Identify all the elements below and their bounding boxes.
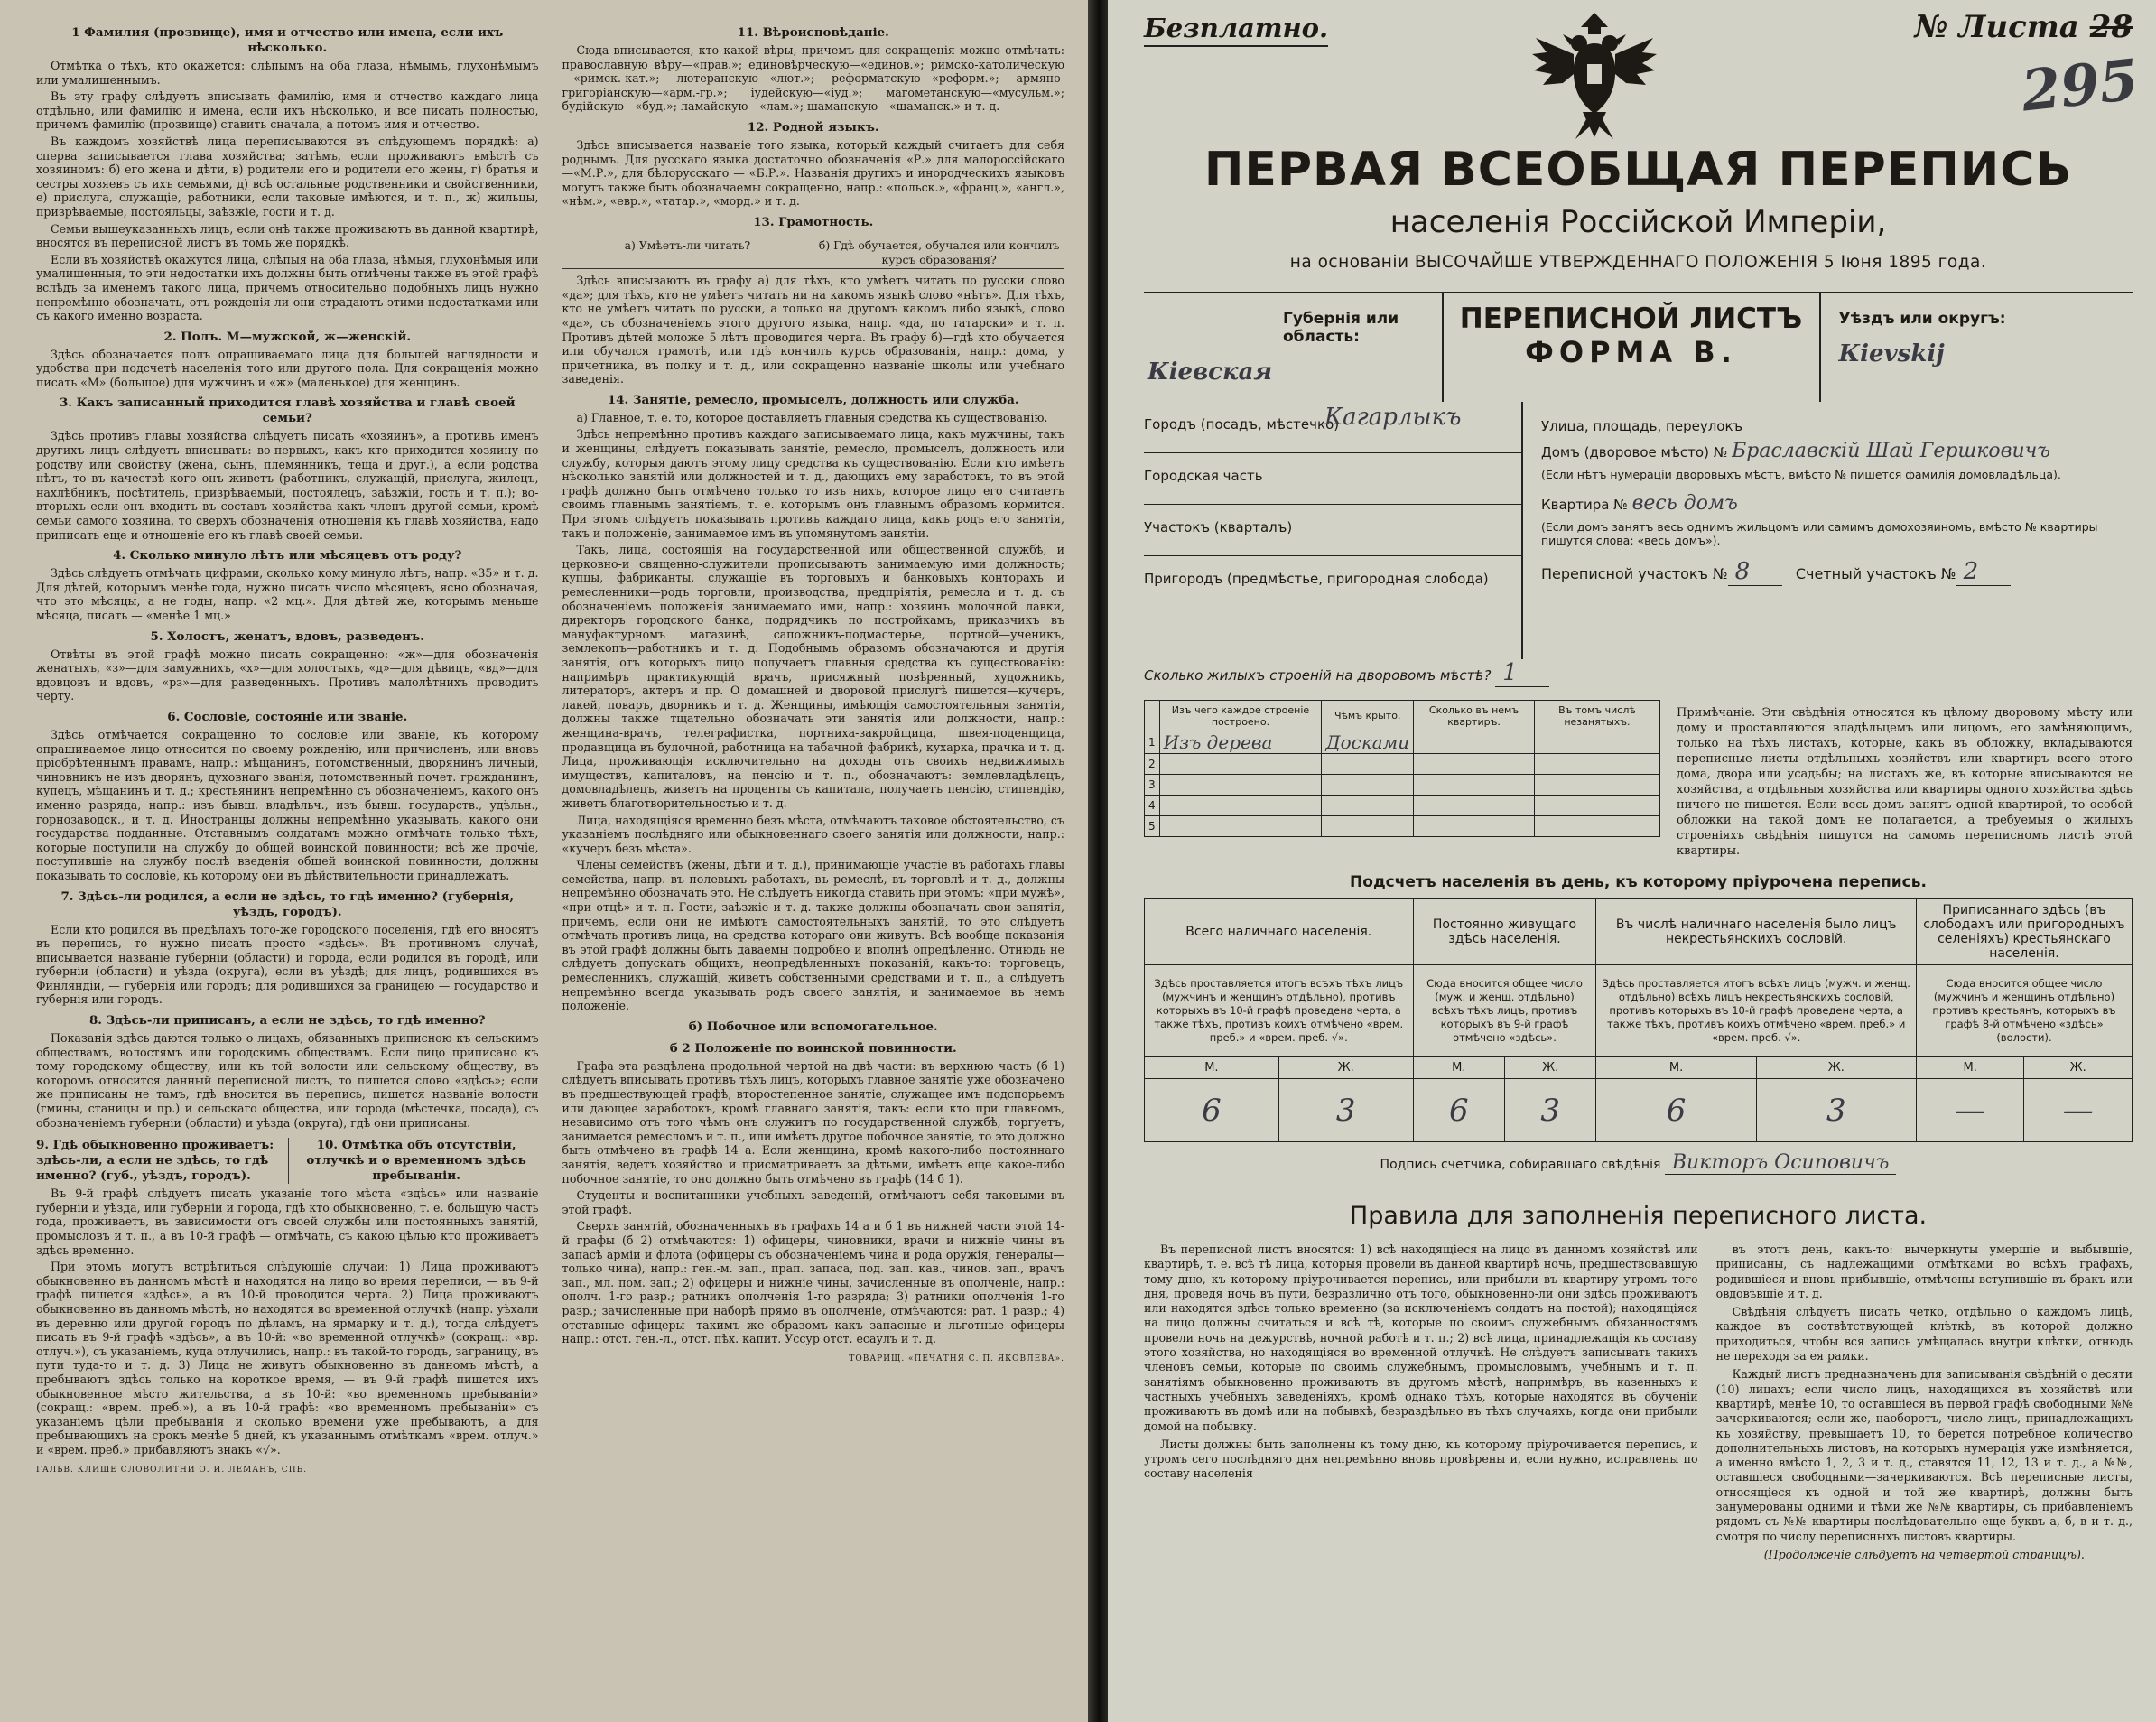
prigorod-field: Пригородъ (предмѣстье, пригородная слобода) [1144, 571, 1489, 587]
buildings-cell: Досками [1322, 731, 1414, 754]
uchastki-field: Переписной участокъ № 8 Счетный участокъ № 2 [1541, 558, 2133, 586]
instruction-section [562, 1019, 1065, 1035]
rules-paragraph: Каждый листъ предназначенъ для записыванія свѣдѣній о десяти (10) лицахъ; если число лицъ, находящихся въ хозяйствѣ или квартирѣ, менѣе 10, то оставшіеся въ первой графѣ свободными №№ зачеркиваются; если же, наоборотъ, число лицъ, принадлежащихъ къ хозяйству, превышаетъ 10, то берется потребное количество дополнительныхъ листовъ, на которыхъ нумерація уже измѣняется, а именно вмѣсто 1, 2, 3 и т. д., ставятся 11, 12, 13 и т. д., а №№, оставшіеся свободными—зачеркиваются. Всѣ переписные листы, относящіеся къ одной и той же квартирѣ, должны быть занумерованы одними и тѣми же №№ квартиры, съ прибавленіемъ рядомъ съ №№ квартиры послѣдовательно еще буквъ а, б, в и т. д., смотря по числу переписныхъ листовъ квартиры. [1715, 1367, 2133, 1543]
address-block [1144, 402, 2133, 659]
buildings-table-header [1145, 701, 1660, 731]
buildings-cell [1414, 775, 1535, 796]
instructions-column-1 [36, 23, 539, 1658]
section-paragraph: Здѣсь вписываютъ въ графу а) для тѣхъ, кто умѣетъ читать по русски слово «да»; для тѣхъ, кто не умѣетъ читать ни на какомъ языкѣ слово «нѣтъ». Для тѣхъ, кто не умѣетъ читать по русски, а только на другомъ какомъ либо языкѣ, слово «да», съ обозначеніемъ этого другого языка, напр. «да, по татарски» и т. п. Противъ дѣтей моложе 5 лѣтъ проводится черта. Въ графу б)—гдѣ кто обучается или обучался грамотѣ, или гдѣ кончилъ курсъ образованія, напр.: дома, у причетника, въ полку и т. д., или сокращенно названіе школы или учебнаго заведенія. [562, 274, 1064, 386]
instruction-section [36, 1013, 539, 1130]
buildings-col-header: Сколько въ немъ квартиръ. [1414, 701, 1535, 731]
buildings-cell [1534, 775, 1659, 796]
buildings-cell: 5 [1145, 816, 1160, 837]
buildings-cell [1322, 775, 1414, 796]
section-paragraph: Члены семействъ (жены, дѣти и т. д.), принимающіе участіе въ работахъ главы семейства, напр. въ полевыхъ работахъ, въ ремеслѣ, въ торговлѣ и т. д., должны непремѣнно обозначать это. Не слѣдуетъ никогда ставить при этомъ: «при мужѣ», «при отцѣ» и т. п. Гости, заѣзжіе и т. д. также должны обозначать свои занятія, причемъ, если они не имѣютъ самостоятельныхъ занятій, то это слѣдуетъ отмѣчать противъ лица, на средства котораго они живутъ. Всѣ вообще показанія въ этой графѣ должны быть даваемы подробно и вполнѣ опредѣленно. Отнюдь не слѣдуетъ допускать общихъ, неопредѣленныхъ показаній, какъ-то: торговецъ, ремесленникъ, служащій, живетъ собственными средствами и т. п., а слѣдуетъ непремѣнно всегда указывать родъ своего занятія, и занимаемое въ немъ положеніе. [562, 858, 1064, 1013]
buildings-cell [1414, 816, 1535, 837]
population-count-table [1144, 898, 2133, 1142]
section-title: 8. Здѣсь-ли приписанъ, а если не здѣсь, то гдѣ именно? [88, 1013, 486, 1029]
buildings-cell: 3 [1145, 775, 1160, 796]
street-fields [1523, 402, 2133, 659]
instruction-section [562, 215, 1065, 230]
questions-9-10 [36, 1136, 539, 1187]
count-col-header: Въ числѣ наличнаго населенія было лицъ некрестьянскихъ сословій. [1596, 899, 1917, 965]
uezd-field [1821, 293, 2133, 402]
sheet-number-label: № Листа [1914, 9, 2079, 45]
rules-body [1144, 1243, 2133, 1562]
question-10-title: 10. Отмѣтка объ отсутствіи, отлучкѣ и о временномъ здѣсь пребываніи. [288, 1138, 539, 1184]
sheet-number-struck: 28 [2089, 9, 2133, 45]
sex-label: М. [1413, 1057, 1504, 1079]
rules-paragraph: въ этотъ день, какъ-то: вычеркнуты умершіе и выбывшіе, приписаны, съ надлежащими отмѣтками во всѣхъ графахъ, родившіеся и вновь прибывшіе, отмѣчены вступившіе въ бракъ или овдовѣвшіе и т. д. [1715, 1243, 2133, 1300]
section-paragraph: Графа эта раздѣлена продольной чертой на двѣ части: въ верхнюю часть (б 1) слѣдуетъ вписывать противъ тѣхъ лицъ, которыхъ главное занятіе уже обозначено въ предшествующей графѣ, второстепенное занятіе, служащее имъ подспорьемъ или дающее заработокъ, кромѣ главнаго занятія, такъ: если кто при главномъ, независимо отъ того чѣмъ онъ служитъ по государственной службѣ, торгуетъ, занимается ремесломъ и т. п., или имѣетъ другое побочное занятіе, то это должно быть отмѣчено въ графѣ 14 а. Если женщина, кромѣ какого-либо постояннаго занятія, ведетъ хозяйство и присматриваетъ за дѣтьми, имѣетъ еще какое-либо побочное занятіе, то оно должно быть отмѣчено въ графѣ (14 б 1). [562, 1058, 1064, 1186]
count-table-values [1145, 1079, 2133, 1142]
section-title: 5. Холостъ, женатъ, вдовъ, разведенъ. [150, 628, 424, 644]
book-gutter [1088, 0, 1108, 1722]
buildings-cell: 2 [1145, 754, 1160, 775]
location-fields [1144, 402, 1523, 659]
section-paragraph: Въ эту графу слѣдуетъ вписывать фамилію, имя и отчество каждаго лица отдѣльно, или фамилію и имена, если ихъ нѣсколько, и все писать полностью, причемъ фамилію (прозвище) ставить сначала, а потомъ имя и отчество. [36, 89, 539, 132]
kvartira-note: (Если домъ занятъ весь однимъ жильцомъ или самимъ домохозяиномъ, вмѣсто № квартиры пишутся слова: «весь домъ»). [1541, 520, 2098, 547]
count-col-description: Здѣсь проставляется итогъ всѣхъ лицъ (мужч. и женщ. отдѣльно) всѣхъ лицъ некрестьянскихъ сословій, противъ которыхъ въ 10-й графѣ проведена черта, а также тѣхъ, противъ коихъ отмѣчено «врем. преб.» и «врем. преб. √». [1596, 965, 1917, 1057]
section-title: 2. Полъ. М—мужской, ж—женскій. [163, 329, 411, 344]
buildings-cell [1159, 796, 1322, 816]
guberniya-label: Губернія или область: [1283, 310, 1399, 346]
count-value: 3 [1756, 1079, 1916, 1142]
buildings-table [1144, 700, 1660, 837]
count-table-header [1145, 899, 2133, 965]
gorodskaya-chast-field: Городская часть [1144, 453, 1521, 505]
buildings-note: Примѣчаніе. Эти свѣдѣнія относятся къ цѣлому дворовому мѣсту или дому и проставляются владѣльцемъ или лицомъ, его замѣняющимъ, только на тѣхъ листахъ, которые, какъ въ обложку, вкладываются переписные листы отдѣльныхъ хозяйствъ или квартиръ всего этого дома, двора или усадьбы; на листахъ же, въ которые вписываются не хозяйства, а отдѣльныя хозяйства или квартиры одного хозяйства здѣсь ничего не пишется. Если весь домъ занятъ одной квартирой, то особой обложки на такой домъ не полагается, а требуемыя о жилыхъ строеніяхъ свѣдѣнія пишутся на самомъ переписномъ листѣ этой квартиры. [1677, 706, 2133, 858]
buildings-question: Сколько жилыхъ строеній на дворовомъ мѣстѣ? 1 [1144, 659, 2133, 687]
sheet-number [1914, 9, 2142, 125]
count-value: — [1916, 1079, 2023, 1142]
buildings-cell [1534, 731, 1659, 754]
buildings-cell [1322, 816, 1414, 837]
buildings-cell [1534, 796, 1659, 816]
buildings-cell [1159, 754, 1322, 775]
instruction-section [562, 1041, 1065, 1346]
section-title: 4. Сколько минуло лѣтъ или мѣсяцевъ отъ роду? [113, 548, 462, 563]
section-paragraph: Отмѣтка о тѣхъ, кто окажется: слѣпымъ на оба глаза, нѣмымъ, глухонѣмымъ или умалишеннымъ. [36, 59, 539, 87]
uchastok-field: Участокъ (кварталъ) [1144, 505, 1521, 556]
buildings-cell: 1 [1145, 731, 1160, 754]
question-9-title: 9. Гдѣ обыкновенно проживаетъ: здѣсь-ли, а если не здѣсь, то гдѣ именно? (губ., уѣздъ, городъ). [36, 1138, 274, 1184]
uezd-value: Кievskij [1838, 340, 1945, 368]
sex-label: М. [1596, 1057, 1756, 1079]
section-paragraph: Въ каждомъ хозяйствѣ лица переписываются въ слѣдующемъ порядкѣ: а) сперва записывается глава хозяйства; затѣмъ, если проживаютъ вмѣстѣ съ хозяиномъ: б) его жена и дѣти, в) родители его и родители его жены, г) братья и сестры хозяевъ съ ихъ семьями, д) всѣ остальные родственники и свойственники, е) прислуга, служащіе, работники, если таковые имѣются, и т. п., ж) жильцы, призрѣваемые, постояльцы, заѣзжіе, гости и т. д. [36, 134, 539, 219]
form-title: ПЕРЕПИСНОЙ ЛИСТЪ [1459, 303, 1803, 335]
instruction-columns [36, 23, 1064, 1658]
rules-paragraph: Свѣдѣнія слѣдуетъ писать четко, отдѣльно о каждомъ лицѣ, каждое въ соотвѣтствующей клѣткѣ, въ которой должно приходиться, чтобы вся запись умѣщалась внутри клѣтки, отнюдь не переходя за ея рамки. [1715, 1305, 2133, 1364]
section-paragraph: Здѣсь непремѣнно противъ каждаго записываемаго лица, какъ мужчины, такъ и женщины, слѣдуетъ показывать занятіе, ремесло, промыселъ, должность или службу, которыя даютъ этому лицу средства къ существованію. Если кто имѣетъ нѣсколько занятій или должностей и т. д., дающихъ ему заработокъ, то въ этой графѣ должно быть отмѣчено только то изъ нихъ, которое лицо его считаетъ своимъ главнымъ занятіемъ, т. е. которымъ онъ главнымъ образомъ кормится. При этомъ слѣдуетъ показывать противъ каждаго лица, какъ родъ его занятія, такъ и положеніе, занимаемое имъ въ упомянутомъ занятіи. [562, 427, 1064, 540]
header-top [1144, 7, 2142, 143]
dom-field: Домъ (дворовое мѣсто) № Браславскій Шай Гершковичъ [1541, 440, 2050, 462]
document-subtitle: населенія Россійской Имперіи, [1389, 204, 1887, 240]
instruction-section [36, 548, 539, 622]
printer-imprint-2: ТОВАРИЩ. «ПЕЧАТНЯ С. П. ЯКОВЛЕВА». [849, 1354, 1064, 1364]
section-paragraph: Отвѣты въ этой графѣ можно писать сокращенно: «ж»—для обозначенія женатыхъ, «з»—для замужнихъ, «х»—для холостыхъ, «д»—для дѣвицъ, «вд»—для вдовцовъ и вдовъ, «рз»—для разведенныхъ. Противъ малолѣтнихъ проводить черту. [36, 647, 539, 703]
instruction-section [36, 629, 539, 703]
section-paragraph: Если кто родился въ предѣлахъ того-же городского поселенія, гдѣ его вносятъ въ перепись, то нужно писать просто «здѣсь». Въ противномъ случаѣ, вписывается названіе губерніи (области) и города, если родился въ городѣ, или губерніи (области) и уѣзда (округа), если въ уѣздѣ; для лицъ, родившихся въ Финляндіи, — губернія или городъ; для родившихся за границею — государство и губернія или городъ. [36, 922, 539, 1007]
section-title: 1 Фамилия (прозвище), имя и отчество или имена, если ихъ нѣсколько. [71, 25, 504, 55]
street-label: Улица, площадь, переулокъ [1541, 418, 1743, 434]
instruction-section [562, 25, 1065, 114]
buildings-table-wrap [1144, 693, 1660, 859]
form-header [1144, 292, 2133, 402]
section-paragraph: Такъ, лица, состоящія на государственной или общественной службѣ, и церковно-и священно-служители прописываютъ занимаемую ими должность; купцы, фабриканты, служащіе въ торговыхъ и банковыхъ конторахъ и ремесленники—родъ торговли, производства, предпріятія, ремесла и т. д. съ обозначеніемъ положенія занимаемаго ими, напр.: хозяинъ молочной лавки, директоръ городского банка, подрядчикъ по постройкамъ, приказчикъ въ мануфактурномъ магазинѣ, сапожникъ-подмастерье, портной—ученикъ, землекопъ—работникъ и т. д. Подобнымъ образомъ обозначаются и другія занятія, отъ которыхъ лицо получаетъ главныя средства къ существованію: напримѣръ практикующій врачъ, присяжный повѣренный, художникъ, литераторъ, актеръ и пр. О домашней и дворовой прислугѣ пишется—кучеръ, лакей, поваръ, дворникъ и т. д. Женщины, имѣющія самостоятельныя занятія, должны также тщательно обозначать эти занятія или должности, напр.: женщина-врачъ, телеграфистка, портниха-закройщица, швея-поденщица, продавщица въ булочной, работница на табачной фабрикѣ, кухарка, прачка и т. д. Лица, проживающія исключительно на доходы отъ своихъ недвижимыхъ имуществъ, капиталовъ, на пенсію и т. п., обозначаютъ: землевладѣлецъ, домовладѣлецъ, живетъ на проценты съ капитала, получаетъ пенсію, стипендію, живетъ благотворительностью и т. д. [562, 543, 1064, 810]
instruction-section [562, 393, 1065, 1013]
section-paragraph: Если въ хозяйствѣ окажутся лица, слѣпыя на оба глаза, нѣмыя, глухонѣмыя или умалишенныя, то эти недостатки ихъ должны быть отмѣчены также въ этой графѣ вслѣдъ за именемъ такого лица, причемъ относительно подобныхъ лицъ нужно непремѣнно обозначать, отъ рожденія-ли они страдаютъ этими недостатками или съ какого именно возраста. [36, 252, 539, 323]
instruction-section [562, 120, 1065, 209]
dom-value: Браславскій Шай Гершковичъ [1732, 440, 2050, 462]
count-value: 3 [1504, 1079, 1595, 1142]
count-value: 3 [1278, 1079, 1413, 1142]
sex-label: Ж. [1278, 1057, 1413, 1079]
buildings-col-header: Чѣмъ крыто. [1322, 701, 1414, 731]
instruction-section [36, 25, 539, 323]
buildings-section [1144, 693, 2133, 859]
schetny-uchastok-value: 2 [1956, 558, 2011, 586]
buildings-col-header: Изъ чего каждое строеніе построено. [1159, 701, 1322, 731]
buildings-cell [1159, 816, 1322, 837]
count-table-descriptions [1145, 965, 2133, 1057]
section-title: 14. Занятіе, ремесло, промыселъ, должность или служба. [607, 392, 1019, 407]
count-value: 6 [1145, 1079, 1279, 1142]
rules-paragraph: Въ переписной листъ вносятся: 1) всѣ находящіеся на лицо въ данномъ хозяйствѣ или квартирѣ, т. е. всѣ тѣ лица, которыя провели въ данной квартирѣ ночь, предшествовавшую тому дню, къ которому пріурочивается перепись, или прибыли въ квартиру утромъ того дня, проведя ночь въ пути, безразлично отъ того, обыкновенно-ли они здѣсь проживаютъ или находятся здѣсь только временно (за исключеніемъ солдатъ на постой); находящіяся на лицо должны считаться и всѣ тѣ, которые по своимъ служебнымъ обязанностямъ провели ночь на дежурствѣ, ночной работѣ и т. п.; 2) всѣ лица, принадлежащія къ составу этого хозяйства, но находящіяся во временной отлучкѣ. Не слѣдуетъ записывать такихъ членовъ семьи, которые по своимъ служебнымъ, промысловымъ, учебнымъ и т. п. занятіямъ обыкновенно проживаютъ въ другомъ мѣстѣ, напримѣръ, въ казенныхъ и частныхъ учебныхъ заведеніяхъ, кромѣ однако тѣхъ, которые находятся въ обученіи проживаютъ въ домѣ или на побывкѣ, безраздѣльно въ тѣхъ случаяхъ, когда они прибыли домой на побывку. [1144, 1243, 1698, 1433]
buildings-cell [1322, 754, 1414, 775]
legal-basis: на основаніи ВЫСОЧАЙШЕ УТВЕРЖДЕННАГО ПОЛОЖЕНІЯ 5 Іюня 1895 года. [1289, 253, 1987, 272]
section-title: 3. Какъ записанный приходится главѣ хозяйства и главѣ своей семьи? [59, 396, 516, 426]
literacy-question-a: а) Умѣетъ-ли читать? [624, 237, 751, 252]
literacy-question-b: б) Гдѣ обучается, обучался или кончилъ курсъ образованія? [813, 237, 1064, 268]
section-paragraph: Здѣсь вписывается названіе того языка, который каждый считаетъ для себя роднымъ. Для русскаго языка достаточно обозначенія «Р.» для малороссійскаго—«М.Р.», для бѣлорусскаго — «Б.Р.». Названія другихъ и инородческихъ языковъ могутъ также быть обозначаемы сокращенно, напр.: «польск.», «франц.», «англ.», «нѣм.», «евр.», «татар.», «морд.» и т. д. [562, 137, 1064, 209]
population-count-title: Подсчетъ населенія въ день, къ которому пріурочена перепись. [1350, 873, 1927, 891]
section-paragraph: Здѣсь обозначается полъ опрашиваемаго лица для большей наглядности и удобства при подсчетѣ населенія того или другого пола. Для сокращенія можно писать «М» (большое) для мужчинъ и «ж» (маленькое) для женщинъ. [36, 347, 539, 389]
sex-label: Ж. [1504, 1057, 1595, 1079]
guberniya-value: Кіевская [1148, 358, 1273, 386]
sex-label: Ж. [2024, 1057, 2133, 1079]
rules-column-1 [1144, 1243, 1698, 1562]
buildings-row [1145, 775, 1660, 796]
kvartira-value: весь домъ [1631, 492, 1738, 515]
document-title: ПЕРВАЯ ВСЕОБЩАЯ ПЕРЕПИСЬ [1203, 143, 2073, 197]
count-col-description: Здѣсь проставляется итогъ всѣхъ тѣхъ лицъ (мужчинъ и женщинъ отдѣльно), противъ которыхъ въ 10-й графѣ проведена черта, а также тѣхъ, противъ коихъ отмѣчено «врем. преб.» и «врем. преб. √». [1145, 965, 1414, 1057]
buildings-cell [1534, 816, 1659, 837]
buildings-row [1145, 731, 1660, 754]
section-paragraph: Семьи вышеуказанныхъ лицъ, если онѣ также проживаютъ въ данной квартирѣ, вносятся въ переписной листъ въ томъ же порядкѣ. [36, 221, 539, 250]
section-title: 7. Здѣсь-ли родился, а если не здѣсь, то гдѣ именно? (губернія, уѣздъ, городъ). [60, 889, 514, 919]
section-paragraph: Здѣсь отмѣчается сокращенно то сословіе или званіе, къ которому опрашиваемое лицо относится по своему рожденію, или причисленъ, или вновь пріобрѣтеннымъ правамъ, напр.: мѣщанинъ, потомственный, дворянинъ личный, чиновникъ не изъ дворянъ, духовнаго званія, потомственный почет. гражданинъ, купецъ, мѣщанинъ и т. д.; крестьянинъ непремѣнно съ обозначеніемъ, какого онъ именно разряда, напр.: изъ бывш. владѣльч., изъ бывш. государств., удѣльн., горнозаводск., и т. д. Иностранцы должны непремѣнно указывать, какого они государства подданные. Отставнымъ солдатамъ можно отмѣчать только тѣхъ, которые поступили на службу до общей воинской повинности; всѣ же прочіе, поступившіе на службу послѣ введенія общей воинской повинности, должны показывать то сословіе, къ которому они въ дѣйствительности принадлежатъ. [36, 727, 539, 882]
rules-column-2 [1716, 1243, 2133, 1562]
count-col-header: Постоянно живущаго здѣсь населенія. [1413, 899, 1596, 965]
printer-imprint: ГАЛЬВ. КЛИШЕ СЛОВОЛИТНИ О. И. ЛЕМАНЪ, СПБ. [36, 1465, 308, 1475]
buildings-cell: 4 [1145, 796, 1160, 816]
perepisnoy-uchastok-value: 8 [1728, 558, 1782, 586]
uezd-label: Уѣздъ или округъ: [1838, 310, 2006, 328]
section-paragraph: Здѣсь противъ главы хозяйства слѣдуетъ писать «хозяинъ», а противъ именъ другихъ лицъ слѣдуетъ вписывать: во-первыхъ, какъ кто приходится хозяину по родству или свойству (жена, сынъ, племянникъ, теща и друг.), а если родства нѣтъ, то въ качествѣ кого онъ живетъ (работникъ, служащій, прислуга, жилецъ, нахлѣбникъ, посѣтитель, призрѣваемый, постоялецъ, заѣзжій, гость и т. п.); во-вторыхъ если онъ входитъ въ составъ хозяйства какъ членъ другой семьи, кромѣ семьи самого хозяина, то сверхъ обозначенія отношенія къ главѣ хозяйства, надо приписать еще и отношеніе его къ главѣ своей семьи. [36, 429, 539, 542]
buildings-col-header: Въ томъ числѣ незанятыхъ. [1534, 701, 1659, 731]
section-title: 13. Грамотность. [753, 214, 874, 229]
buildings-cell [1322, 796, 1414, 816]
literacy-text [562, 274, 1065, 386]
buildings-cell [1414, 796, 1535, 816]
count-col-header: Всего наличнаго населенія. [1145, 899, 1414, 965]
right-page [1108, 0, 2156, 1722]
count-table-sex-row [1145, 1057, 2133, 1079]
section-paragraph: а) Главное, т. е. то, которое доставляетъ главныя средства къ существованію. [576, 410, 1048, 424]
rules-paragraph: Листы должны быть заполнены къ тому дню, къ которому пріурочивается перепись, и утромъ сего послѣдняго дня непремѣнно вновь провѣрены и, если нужно, исправлены по составу населенія [1144, 1437, 1698, 1481]
section-paragraph: Показанія здѣсь даются только о лицахъ, обязанныхъ приписною къ сельскимъ обществамъ, волостямъ или городскимъ обществамъ. Если лицо приписано къ тому городскому обществу, или къ той волости или сельскому обществу, въ которомъ относится данный переписной листъ, то пишется слово «здѣсь»; если же приписаны не тамъ, гдѣ вносится въ перепись, пишется названіе волости (гмины, станицы и пр.) и сельскаго общества, или города (мѣстечка, посада), съ обозначеніемъ губерніи (области) и уѣзда (округа), гдѣ они приписаны. [36, 1031, 539, 1130]
buildings-cell [1414, 754, 1535, 775]
buildings-row [1145, 754, 1660, 775]
rules-continued: (Продолженіе слѣдуетъ на четвертой страницѣ). [1763, 1547, 2085, 1561]
instruction-section [36, 330, 539, 390]
instruction-section [36, 710, 539, 883]
buildings-cell: Изъ дерева [1159, 731, 1322, 754]
sex-label: М. [1145, 1057, 1279, 1079]
section-title: 12. Родной языкъ. [747, 119, 879, 135]
count-col-description: Сюда вносится общее число (мужчинъ и женщинъ отдѣльно) противъ крестьянъ, которыхъ въ графѣ 8-й отмѣчено «здѣсь» (волости). [1916, 965, 2132, 1057]
instruction-section [36, 889, 539, 1008]
section-paragraph: Лица, находящіяся временно безъ мѣста, отмѣчаютъ таковое обстоятельство, съ указаніемъ послѣдняго или обыкновеннаго своего занятія или должности, напр.: «кучеръ безъ мѣста». [562, 813, 1064, 855]
count-value: 6 [1596, 1079, 1756, 1142]
buildings-count: 1 [1495, 659, 1549, 687]
double-headed-eagle-icon [1527, 7, 1662, 143]
literacy-subquestions [562, 237, 1065, 269]
section-title: б 2 Положеніе по воинской повинности. [669, 1040, 957, 1056]
section-paragraph: Студенты и воспитанники учебныхъ заведеній, отмѣчаютъ себя таковыми въ этой графѣ. [562, 1188, 1064, 1216]
signature-value: Викторъ Осиповичъ [1665, 1151, 1897, 1175]
free-label: Безплатно. [1144, 13, 1328, 47]
enumerator-signature: Подпись счетчика, собиравшаго свѣдѣнія Викторъ Осиповичъ [1144, 1151, 2133, 1175]
rules-title: Правила для заполненія переписного листа. [1349, 1202, 1928, 1230]
form-variant: ФОРМА В. [1525, 335, 1737, 369]
count-value: — [2024, 1079, 2133, 1142]
section-paragraph: Въ 9-й графѣ слѣдуетъ писать указаніе того мѣста «здѣсь» или названіе губерніи и уѣзда, или губерніи и города, гдѣ кто обыкновенно, т. е. большую часть года, проживаетъ, въ зависимости отъ своей службы или постоянныхъ занятій, промысловъ и т. п., а въ 10-й графѣ — отмѣчать, съ какою цѣлью кто проживаетъ здѣсь временно. [36, 1187, 539, 1257]
buildings-row [1145, 816, 1660, 837]
count-col-description: Сюда вносится общее число (муж. и женщ. отдѣльно) всѣхъ тѣхъ лицъ, противъ которыхъ въ 9-й графѣ отмѣчено «здѣсь». [1413, 965, 1596, 1057]
kvartira-field: Квартира № весь домъ [1541, 492, 1738, 515]
section-title: б) Побочное или вспомогательное. [688, 1019, 938, 1034]
buildings-table-body [1145, 731, 1660, 837]
sex-label: Ж. [1756, 1057, 1916, 1079]
count-col-header: Приписаннаго здѣсь (въ слободахъ или пригородныхъ селеніяхъ) крестьянскаго населенія. [1916, 899, 2132, 965]
count-value: 6 [1413, 1079, 1504, 1142]
sex-label: М. [1916, 1057, 2023, 1079]
section-paragraph: Сюда вписывается, кто какой вѣры, причемъ для сокращенія можно отмѣчать: православную вѣру—«прав.»; единовѣрческую—«единов.»; римско-католическую—«римск.-кат.»; лютеранскую—«лют.»; реформатскую—«реформ.»; армяно-григоріанскую—«арм.-гр.»; іудейскую—«іуд.»; магометанскую—«мусульм.»; будійскую—«буд.»; ламайскую—«лам.»; шаманскую—«шаманск.» и т. д. [562, 43, 1064, 114]
buildings-row [1145, 796, 1660, 816]
instructions-column-2 [562, 23, 1065, 1658]
section-paragraph: При этомъ могутъ встрѣтиться слѣдующіе случаи: 1) Лица проживаютъ обыкновенно въ данномъ мѣстѣ и находятся на лицо во время переписи, — въ 9-й графѣ пишется «здѣсь», а въ 10-й проводится черта. 2) Лица проживаютъ обыкновенно въ данномъ мѣстѣ, но находятся во временной отлучкѣ (напр. уѣхали въ деревню или другой городъ по дѣламъ, на ярмарку и т. д.), тогда слѣдуетъ писать въ 9-й графѣ «здѣсь», а въ 10-й: «во временной отлучкѣ» (сокращ.: «вр. отлуч.»), съ указаніемъ, куда отлучились, напр.: въ такой-то городъ, заграницу, въ пути туда-то и т. д. 3) Лица не живутъ обыкновенно въ данномъ мѣстѣ, а пребываютъ здѣсь только на короткое время, — въ 9-й графѣ пишется ихъ обыкновенное мѣсто жительства, а въ 10-й: «во временномъ пребываніи» (сокращ.: «врем. преб.»), а въ 10-й графѣ: «во временномъ пребываніи» съ указаніемъ цѣли пребыванія и сколько времени уже пребываютъ, а для пребывающихъ на срокъ менѣе 5 дней, къ указаннымъ отмѣткамъ «врем. отлуч.» и «врем. преб.» прибавляютъ знакъ «√». [36, 1260, 539, 1457]
section-paragraph: Здѣсь слѣдуетъ отмѣчать цифрами, сколько кому минуло лѣтъ, напр. «35» и т. д. Для дѣтей, которымъ менѣе года, нужно писать число мѣсяцевъ, ясно обозначая, что это мѣсяцы, а не годы, напр. «2 мц.». Для дѣтей же, которымъ меньше мѣсяца, писать — «менѣе 1 мц.» [36, 566, 539, 622]
buildings-cell [1414, 731, 1535, 754]
guberniya-field [1144, 293, 1442, 402]
dom-note: (Если нѣтъ нумераціи дворовыхъ мѣстъ, вмѣсто № пишется фамилія домовладѣльца). [1541, 468, 2061, 481]
section-paragraph: Сверхъ занятій, обозначенныхъ въ графахъ 14 а и б 1 въ нижней части этой 14-й графы (б 2) отмѣчаются: 1) офицеры, чиновники, врачи и нижніе чины въ запасѣ арміи и флота (офицеры съ обозначеніемъ чина и рода оружія, генералы—только чина), напр.: ген.-м. зап., прап. запаса, под. зап. кав., чинов. зап., врачъ зап., мл. пом. зап.; 2) офицеры и нижніе чины, зачисленные въ ополченіе, напр.: ополч. 1-го разр.; ратникъ ополченія 1-го разряда; 3) ратники ополченія 1-го разр.; зачисленные при наборѣ прямо въ ополченіе, отмѣчаются: рат. 1 разр.; 4) отставные офицеры—такимъ же образомъ какъ запасные и льготные офицеры напр.: отст. ген.-л., отст. пѣх. капит. Уссур отст. есаулъ и т. д. [562, 1219, 1064, 1346]
buildings-cell [1534, 754, 1659, 775]
sheet-number-handwritten: 295 [2018, 46, 2142, 125]
section-title: 11. Вѣроисповѣданіе. [737, 25, 889, 40]
buildings-cell [1159, 775, 1322, 796]
buildings-col-no [1145, 701, 1160, 731]
section-title: 6. Сословіе, состояніе или званіе. [167, 709, 408, 724]
gorod-value: Кагарлыкъ [1324, 404, 1462, 431]
form-title-box [1442, 293, 1821, 402]
gorod-field: Городъ (посадъ, мѣстечко) Кагарлыкъ [1144, 402, 1521, 453]
question-9-10-text [36, 1187, 539, 1457]
instruction-section [36, 396, 539, 542]
